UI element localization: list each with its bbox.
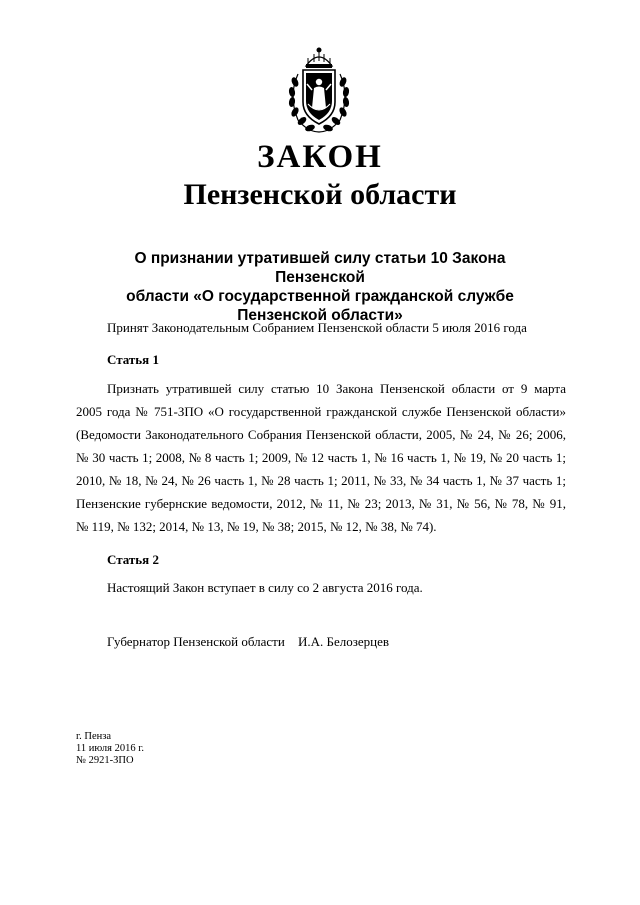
document-subtitle: Пензенской области (183, 178, 457, 211)
footer-city: г. Пенза (76, 731, 112, 742)
signature-name: И.А. Белозерцев (298, 634, 390, 649)
coat-of-arms-icon (284, 44, 354, 136)
article-2-text: Настоящий Закон вступает в силу со 2 августа 2016 года. (107, 580, 423, 595)
article-1-text-line: 2010, № 18, № 24, № 26 часть 1, № 28 часть 1; 2011, № 33, № 34 часть 1, № 37 часть 1; (76, 473, 566, 488)
article-1-heading: Статья 1 (107, 352, 159, 367)
law-name-line: О признании утратившей силу статьи 10 Закона Пензенской (134, 250, 506, 286)
article-1-text-line: (Ведомости Законодательного Собрания Пензенской области, 2005, № 24, № 26; 2006, (76, 427, 566, 442)
article-1-text-line: № 119, № 132; 2014, № 13, № 19, № 38; 2015, № 12, № 38, № 74). (76, 519, 437, 534)
article-1-text-line: Признать утратившей силу статью 10 Закона Пензенской области от 9 марта (107, 381, 566, 396)
article-2-heading: Статья 2 (107, 552, 159, 567)
footer-number: № 2921-ЗПО (76, 755, 134, 766)
document-title: ЗАКОН (257, 139, 383, 175)
article-1-text-line: 2005 года № 751-ЗПО «О государственной гражданской службе Пензенской области» (76, 404, 566, 419)
article-1-text-line: Пензенские губернские ведомости, 2012, № 11, № 23; 2013, № 31, № 56, № 78, № 91, (76, 496, 566, 511)
article-1-text-line: № 30 часть 1; 2008, № 8 часть 1; 2009, № 12 часть 1, № 16 часть 1, № 19, № 20 часть 1; (76, 450, 566, 465)
law-name-line: области «О государственной гражданской службе (126, 288, 514, 305)
footer-date: 11 июля 2016 г. (76, 743, 145, 754)
law-name (90, 249, 550, 325)
law-name-line: Пензенской области» (237, 307, 403, 324)
signature-position: Губернатор Пензенской области (107, 634, 285, 649)
adopted-note: Принят Законодательным Собранием Пензенской области 5 июля 2016 года (107, 320, 527, 335)
